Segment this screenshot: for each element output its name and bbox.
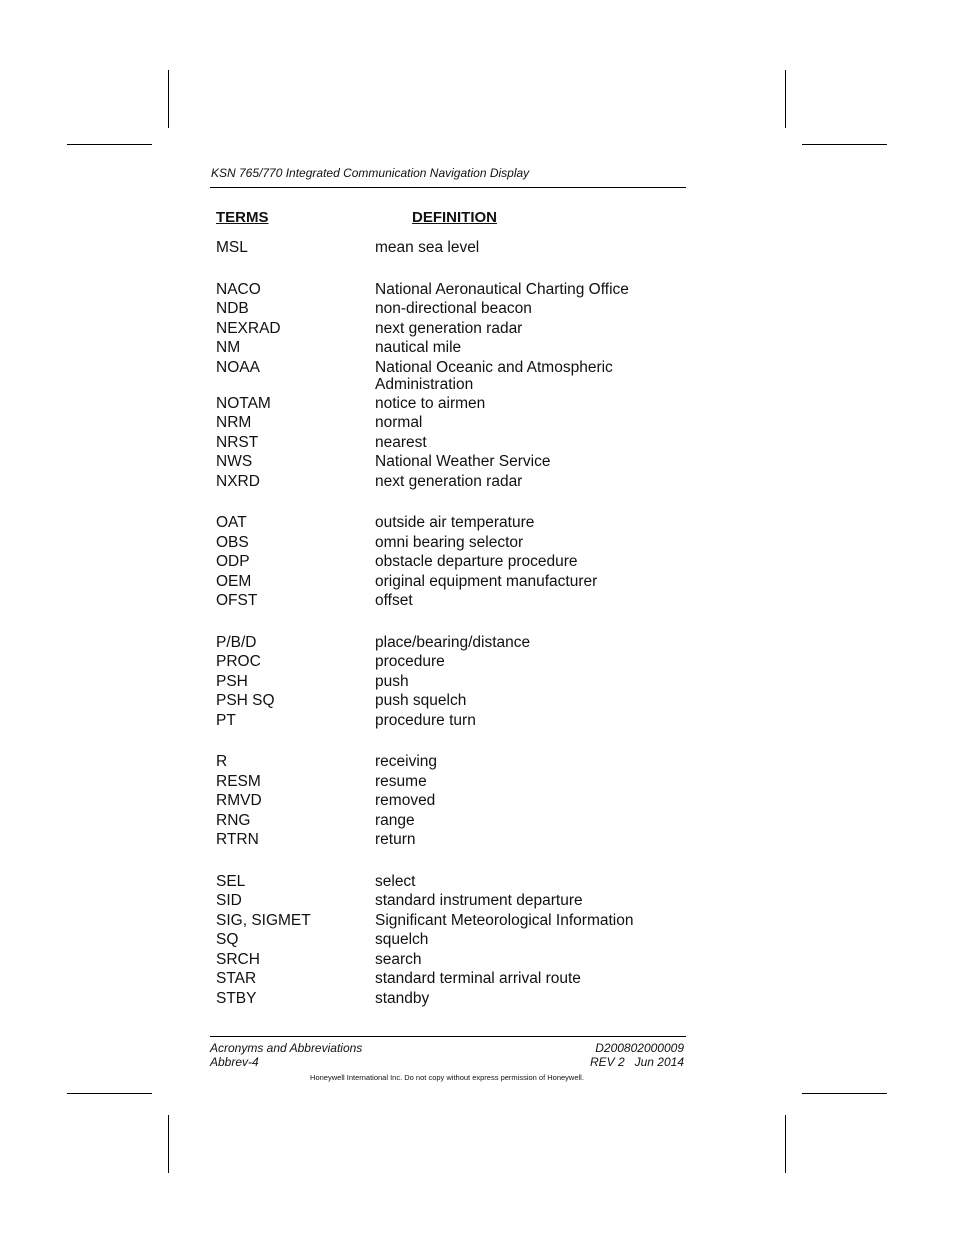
footer-section: Acronyms and Abbreviations — [210, 1041, 363, 1055]
glossary-group — [216, 513, 686, 611]
glossary-row — [216, 452, 686, 472]
glossary-term: MSL — [216, 239, 248, 256]
glossary-definition: non-directional beacon — [375, 300, 532, 317]
glossary-term: RMVD — [216, 792, 262, 809]
glossary-row — [216, 280, 686, 300]
glossary-definition: resume — [375, 772, 427, 790]
glossary-row — [216, 752, 686, 772]
glossary-definition: standard terminal arrival route — [375, 970, 581, 987]
glossary-row — [216, 358, 686, 394]
glossary-list — [216, 238, 686, 1030]
glossary-row — [216, 811, 686, 831]
glossary-definition: procedure — [375, 653, 445, 670]
glossary-row — [216, 394, 686, 414]
glossary-term: NRM — [216, 414, 252, 431]
glossary-term: OBS — [216, 533, 249, 551]
glossary-definition: push squelch — [375, 692, 467, 709]
glossary-row — [216, 513, 686, 533]
crop-mark — [802, 1093, 887, 1094]
glossary-term: NXRD — [216, 472, 260, 490]
glossary-row — [216, 433, 686, 453]
crop-mark — [802, 144, 887, 145]
glossary-definition: search — [375, 950, 422, 968]
footer-doc-number: D200802000009 — [595, 1041, 684, 1055]
glossary-term: NEXRAD — [216, 319, 281, 337]
glossary-term: SQ — [216, 931, 239, 948]
glossary-row — [216, 299, 686, 319]
glossary-term: R — [216, 753, 228, 770]
glossary-row — [216, 989, 686, 1009]
glossary-term: NACO — [216, 280, 261, 298]
glossary-definition: National Aeronautical Charting Office — [375, 280, 629, 298]
glossary-row — [216, 591, 686, 611]
glossary-term: OFST — [216, 592, 258, 609]
crop-mark — [67, 144, 152, 145]
glossary-term: PSH SQ — [216, 692, 275, 709]
footer-page-number: Abbrev-4 — [210, 1055, 259, 1069]
glossary-term: PT — [216, 711, 236, 729]
glossary-term: RTRN — [216, 831, 259, 848]
glossary-term: NRST — [216, 433, 259, 451]
glossary-definition: National Oceanic and Atmospheric Administration — [375, 358, 613, 393]
glossary-definition: squelch — [375, 931, 429, 948]
glossary-definition: return — [375, 831, 416, 848]
glossary-definition: Significant Meteorological Information — [375, 911, 634, 929]
glossary-row — [216, 533, 686, 553]
glossary-definition: nautical mile — [375, 339, 462, 356]
glossary-term: SID — [216, 892, 242, 909]
glossary-term: OAT — [216, 514, 247, 531]
glossary-group — [216, 752, 686, 850]
glossary-term: SEL — [216, 872, 246, 890]
glossary-row — [216, 472, 686, 492]
crop-mark — [67, 1093, 152, 1094]
glossary-term: OEM — [216, 572, 252, 590]
glossary-row — [216, 969, 686, 989]
footer-left — [210, 1041, 362, 1069]
glossary-row — [216, 711, 686, 731]
glossary-definition: National Weather Service — [375, 453, 551, 470]
crop-mark — [785, 70, 786, 128]
glossary-definition: place/bearing/distance — [375, 633, 531, 651]
glossary-group — [216, 633, 686, 731]
glossary-term: P/B/D — [216, 633, 257, 651]
glossary-term: NDB — [216, 300, 249, 317]
glossary-definition: removed — [375, 792, 436, 809]
glossary-row — [216, 413, 686, 433]
glossary-term: RESM — [216, 772, 261, 790]
glossary-definition: push — [375, 672, 409, 690]
glossary-row — [216, 772, 686, 792]
glossary-definition: receiving — [375, 753, 438, 770]
glossary-term: NOAA — [216, 358, 260, 376]
glossary-definition: mean sea level — [375, 239, 480, 256]
glossary-term: RNG — [216, 811, 251, 829]
glossary-row — [216, 672, 686, 692]
crop-mark — [785, 1115, 786, 1173]
glossary-term: SRCH — [216, 950, 260, 968]
glossary-row — [216, 791, 686, 811]
glossary-row — [216, 319, 686, 339]
glossary-row — [216, 930, 686, 950]
glossary-term: STAR — [216, 970, 257, 987]
glossary-term: PROC — [216, 653, 261, 670]
glossary-group — [216, 238, 686, 258]
glossary-definition: next generation radar — [375, 472, 523, 490]
glossary-definition: nearest — [375, 433, 427, 451]
glossary-row — [216, 633, 686, 653]
glossary-definition: range — [375, 811, 415, 829]
glossary-definition: procedure turn — [375, 711, 476, 729]
glossary-term: PSH — [216, 672, 248, 690]
glossary-term: NOTAM — [216, 394, 271, 412]
glossary-term: STBY — [216, 989, 257, 1007]
glossary-definition: notice to airmen — [375, 394, 486, 412]
glossary-term: NWS — [216, 453, 253, 470]
glossary-definition: original equipment manufacturer — [375, 572, 598, 590]
footer-revision: REV 2 Jun 2014 — [589, 1055, 684, 1069]
glossary-definition: standard instrument departure — [375, 892, 583, 909]
glossary-row — [216, 891, 686, 911]
definition-column-heading: DEFINITION — [412, 209, 497, 226]
footer-rule — [210, 1036, 686, 1037]
glossary-definition: offset — [375, 592, 413, 609]
glossary-row — [216, 911, 686, 931]
glossary-row — [216, 830, 686, 850]
glossary-term: SIG, SIGMET — [216, 911, 311, 929]
glossary-row — [216, 872, 686, 892]
glossary-definition: select — [375, 872, 416, 890]
header-rule — [210, 187, 686, 188]
glossary-definition: obstacle departure procedure — [375, 553, 578, 570]
glossary-group — [216, 280, 686, 492]
copyright-notice: Honeywell International Inc. Do not copy without express permission of Honeywell. — [310, 1073, 584, 1082]
glossary-row — [216, 572, 686, 592]
crop-mark — [168, 70, 169, 128]
glossary-definition: outside air temperature — [375, 514, 535, 531]
glossary-row — [216, 691, 686, 711]
glossary-definition: normal — [375, 414, 423, 431]
crop-mark — [168, 1115, 169, 1173]
terms-column-heading: TERMS — [216, 209, 269, 226]
glossary-row — [216, 950, 686, 970]
running-header: KSN 765/770 Integrated Communication Navigation Display — [211, 166, 530, 180]
glossary-group — [216, 872, 686, 1009]
glossary-definition: omni bearing selector — [375, 533, 524, 551]
glossary-row — [216, 552, 686, 572]
glossary-row — [216, 238, 686, 258]
glossary-definition: next generation radar — [375, 319, 523, 337]
glossary-term: ODP — [216, 553, 250, 570]
footer-right — [590, 1041, 684, 1069]
glossary-definition: standby — [375, 989, 430, 1007]
glossary-row — [216, 652, 686, 672]
glossary-term: NM — [216, 339, 241, 356]
glossary-row — [216, 338, 686, 358]
